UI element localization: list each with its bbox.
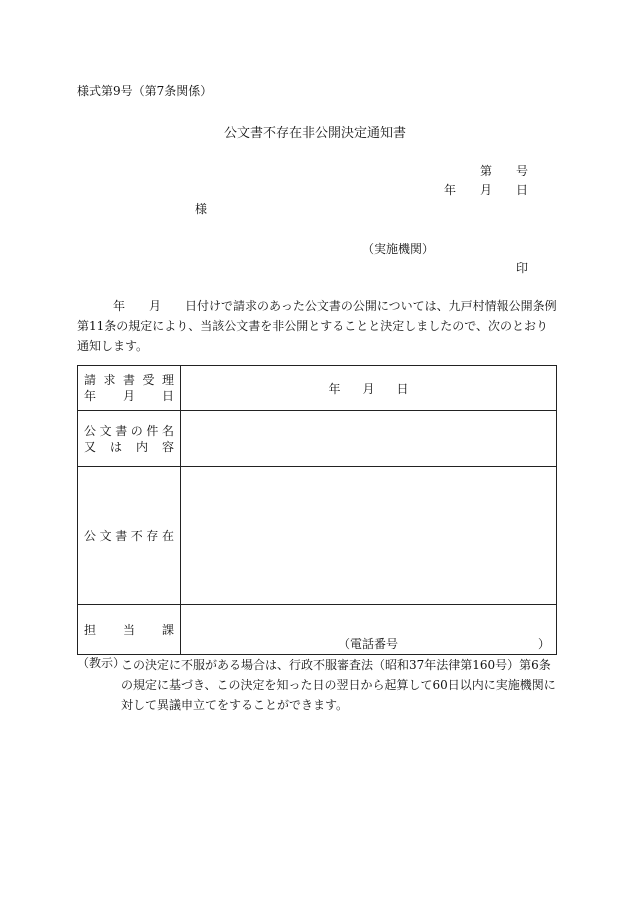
label-request-received-date [78, 366, 181, 411]
label-char: 担 [84, 622, 97, 637]
decision-details-table [77, 365, 557, 655]
date-day-label: 日 [396, 381, 409, 396]
label-char: 当 [122, 622, 135, 637]
label-char: 月 [122, 389, 135, 403]
label-line [84, 388, 174, 404]
seal-mark: 印 [515, 261, 528, 275]
document-number-line: 第 号 [479, 164, 528, 178]
label-document-subject [78, 411, 181, 467]
form-number: 様式第9号（第7条関係） [77, 84, 213, 98]
label-line [84, 439, 174, 455]
label-char: 又 [84, 439, 97, 454]
label-line [84, 423, 174, 439]
notice-body-text: 年 月 日付けで請求のあった公文書の公開については、九戸村情報公開条例第11条の規定により、当該公文書を非公開とすることと決定しましたので、次のとおり通知します。 [77, 299, 557, 353]
department-field[interactable] [181, 605, 557, 655]
label-char: 求 [103, 373, 116, 387]
table-row-department [78, 605, 557, 655]
label-char: は [109, 439, 122, 454]
label-char: 書 [122, 373, 135, 387]
document-subject-field[interactable] [181, 411, 557, 467]
label-char: 受 [142, 373, 155, 387]
notice-body-paragraph [77, 296, 557, 356]
label-char: 書 [115, 423, 128, 438]
label-char: 課 [161, 622, 174, 637]
label-document-nonexistence [78, 467, 181, 605]
document-date-line: 年 月 日 [443, 183, 528, 197]
label-line [84, 528, 174, 544]
label-line [84, 622, 174, 638]
label-char: 件 [146, 423, 159, 438]
label-char: 文 [99, 423, 112, 438]
table-row-document-nonexistence [78, 467, 557, 605]
label-char: 理 [161, 373, 174, 387]
label-char: 請 [84, 373, 97, 387]
label-char: 不 [130, 528, 143, 543]
label-char: 日 [161, 389, 174, 403]
label-char: 在 [161, 528, 174, 543]
instruction-label: （教示） [77, 656, 126, 670]
phone-label-close: ） [537, 637, 550, 651]
label-char: 公 [84, 528, 97, 543]
label-char: 書 [115, 528, 128, 543]
label-department [78, 605, 181, 655]
document-title: 公文書不存在非公開決定通知書 [223, 126, 406, 141]
phone-label-open: （電話番号 [338, 637, 399, 651]
table-row-request-date [78, 366, 557, 411]
label-char: 文 [99, 528, 112, 543]
issuing-agency: （実施機関） [362, 242, 435, 256]
label-char: 年 [84, 389, 97, 403]
label-line [84, 372, 174, 388]
document-nonexistence-reason-field[interactable] [181, 467, 557, 605]
label-char: 容 [161, 439, 174, 454]
table-row-document-subject [78, 411, 557, 467]
date-month-label: 月 [362, 381, 375, 396]
instruction-text: この決定に不服がある場合は、行政不服審査法（昭和37年法律第160号）第6条の規定に基づき、この決定を知った日の翌日から起算して60日以内に実施機関に対して異議申立てをすることができます。 [121, 658, 556, 712]
date-year-label: 年 [328, 381, 341, 396]
label-char: 公 [84, 423, 97, 438]
phone-number-field[interactable] [338, 638, 550, 650]
request-received-date-field[interactable] [181, 366, 557, 411]
label-char: 存 [146, 528, 159, 543]
addressee-suffix: 様 [195, 202, 208, 216]
label-char: 内 [135, 439, 148, 454]
label-char: の [130, 423, 143, 438]
label-char: 名 [161, 423, 174, 438]
